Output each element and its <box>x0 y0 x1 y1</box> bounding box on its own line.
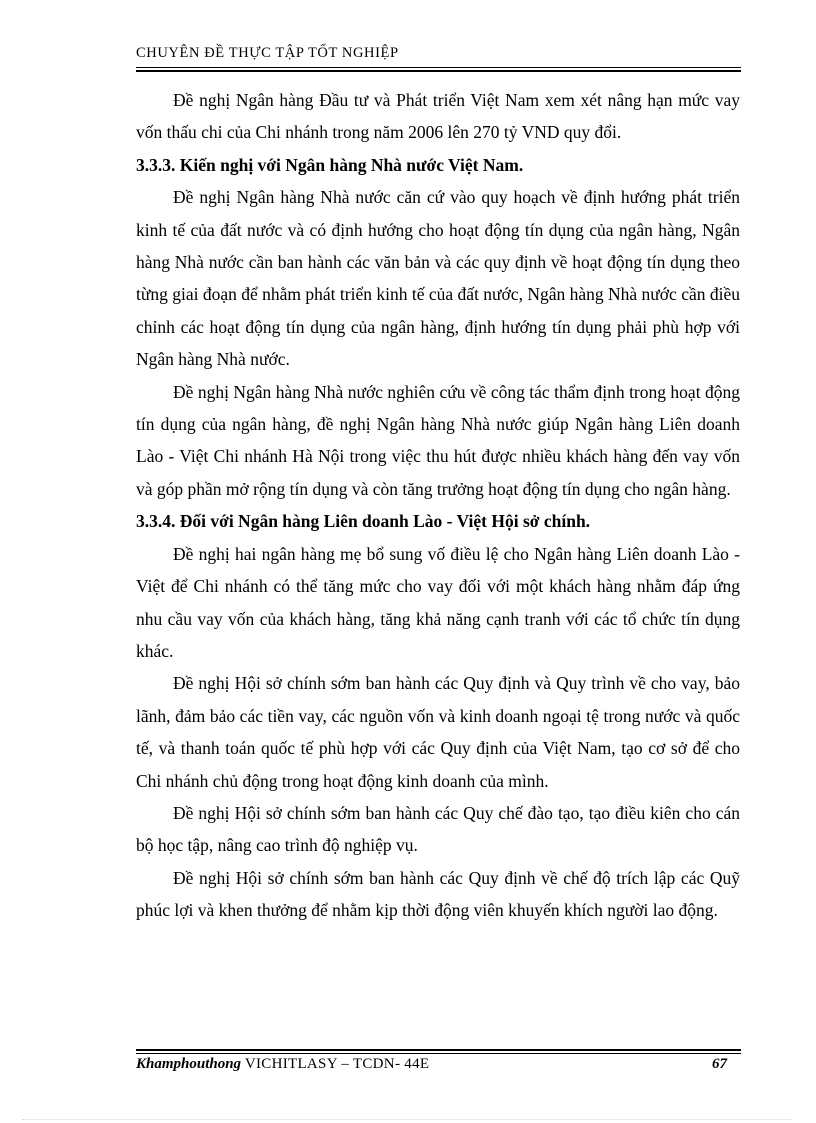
page-number: 67 <box>712 1056 727 1072</box>
footer-details: VICHITLASY – TCDN- 44E <box>241 1056 430 1072</box>
paragraph-2: Đề nghị Ngân hàng Nhà nước căn cứ vào quy hoạch về định hướng phát triển kinh tế của đất nước và có định hướng cho hoạt động tín dụng của ngân hàng, Ngân hàng Nhà nước cần ban hành các văn bản và các quy định về hoạt động tín dụng theo từng giai đoạn để nhằm phát triển kinh tế của đất nước, Ngân hàng Nhà nước cần điều chỉnh các hoạt động tín dụng của ngân hàng, định hướng tín dụng phải phù hợp với Ngân hàng Nhà nước. <box>136 187 740 370</box>
document-body <box>136 84 740 927</box>
paragraph-6: Đề nghị Hội sở chính sớm ban hành các Quy chế đào tạo, tạo điều kiên cho cán bộ học tập, nâng cao trình độ nghiệp vụ. <box>136 802 740 856</box>
header-rule-top <box>136 67 741 68</box>
footer-author: Khamphouthong <box>136 1056 242 1072</box>
header-rule-bottom <box>136 70 741 72</box>
footer-author-line <box>136 1056 429 1073</box>
page-edge-divider <box>22 1119 792 1120</box>
paragraph-1: Đề nghị Ngân hàng Đầu tư và Phát triển Việt Nam xem xét nâng hạn mức vay vốn thấu chi của Chi nhánh trong năm 2006 lên 270 tỷ VND quy đổi. <box>136 90 740 143</box>
paragraph-5: Đề nghị Hội sở chính sớm ban hành các Quy định và Quy trình về cho vay, bảo lãnh, đảm bảo các tiền vay, các nguồn vốn và kinh doanh ngoại tệ trong nước và quốc tế, và thanh toán quốc tế phù hợp với các Quy định của Việt Nam, tạo cơ sở để cho Chi nhánh chủ động trong hoạt động kinh doanh của mình. <box>136 673 740 791</box>
page-header-title: CHUYÊN ĐỀ THỰC TẬP TỐT NGHIỆP <box>136 45 399 61</box>
paragraph-3: Đề nghị Ngân hàng Nhà nước nghiên cứu về công tác thẩm định trong hoạt động tín dụng của ngân hàng, đề nghị Ngân hàng Nhà nước giúp Ngân hàng Liên doanh Lào - Việt Chi nhánh Hà Nội trong việc thu hút được nhiều khách hàng đến vay vốn và góp phần mở rộng tín dụng và còn tăng trưởng hoạt động tín dụng cho ngân hàng. <box>136 381 740 499</box>
section-heading-3-3-3: 3.3.3. Kiến nghị với Ngân hàng Nhà nước Việt Nam. <box>136 154 524 175</box>
paragraph-4: Đề nghị hai ngân hàng mẹ bổ sung vố điều lệ cho Ngân hàng Liên doanh Lào - Việt để Chi nhánh có thể tăng mức cho vay đối với một khách hàng nhằm đáp ứng nhu cầu vay vốn của khách hàng, tăng khả năng cạnh tranh với các tổ chức tín dụng khác. <box>136 543 740 661</box>
paragraph-7: Đề nghị Hội sở chính sớm ban hành các Quy định về chế độ trích lập các Quỹ phúc lợi và khen thưởng để nhằm kịp thời động viên khuyến khích người lao động. <box>136 867 740 921</box>
footer-rule-bottom <box>136 1053 741 1054</box>
section-heading-3-3-4: 3.3.4. Đối với Ngân hàng Liên doanh Lào - Việt Hội sở chính. <box>136 511 591 532</box>
footer-rule-top <box>136 1049 741 1051</box>
